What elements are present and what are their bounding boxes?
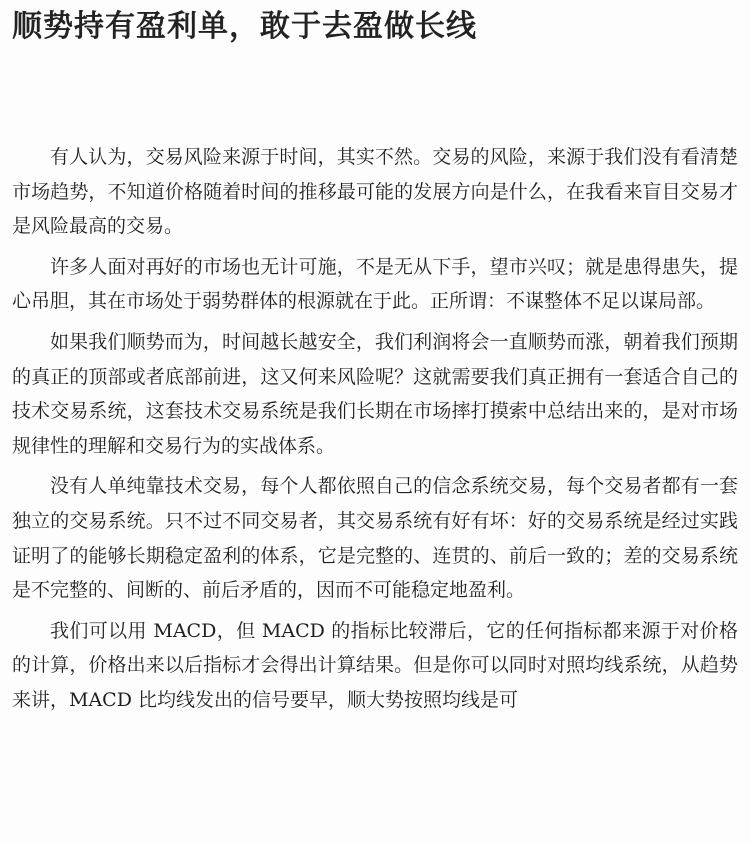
paragraph-3: 如果我们顺势而为，时间越长越安全，我们利润将会一直顺势而涨，朝着我们预期的真正的顶部或者底部前进，这又何来风险呢？这就需要我们真正拥有一套适合自己的技术交易系统，这套技术交易系统是我们长期在市场摔打摸索中总结出来的，是对市场规律性的理解和交易行为的实战体系。: [12, 330, 738, 457]
paragraph-5: 我们可以用 MACD，但 MACD 的指标比较滞后，它的任何指标都来源于对价格的计算，价格出来以后指标才会得出计算结果。但是你可以同时对照均线系统，从趋势来讲，MACD 比均线发出的信号要早，顺大势按照均线是可: [12, 619, 738, 711]
page-title: 顺势持有盈利单，敢于去盈做长线: [12, 9, 477, 44]
paragraph-4: 没有人单纯靠技术交易，每个人都依照自己的信念系统交易，每个交易者都有一套独立的交易系统。只不过不同交易者，其交易系统有好有坏：好的交易系统是经过实践证明了的能够长期稳定盈利的体系，它是完整的、连贯的、前后一致的；差的交易系统是不完整的、间断的、前后矛盾的，因而不可能稳定地盈利。: [12, 475, 738, 602]
paragraph-2: 许多人面对再好的市场也无计可施，不是无从下手，望市兴叹；就是患得患失，提心吊胆，其在市场处于弱势群体的根源就在于此。正所谓：不谋整体不足以谋局部。: [12, 255, 738, 313]
article-body: [12, 140, 738, 724]
paragraph-1: 有人认为，交易风险来源于时间，其实不然。交易的风险，来源于我们没有看清楚市场趋势，不知道价格随着时间的推移最可能的发展方向是什么，在我看来盲目交易才是风险最高的交易。: [12, 146, 738, 238]
